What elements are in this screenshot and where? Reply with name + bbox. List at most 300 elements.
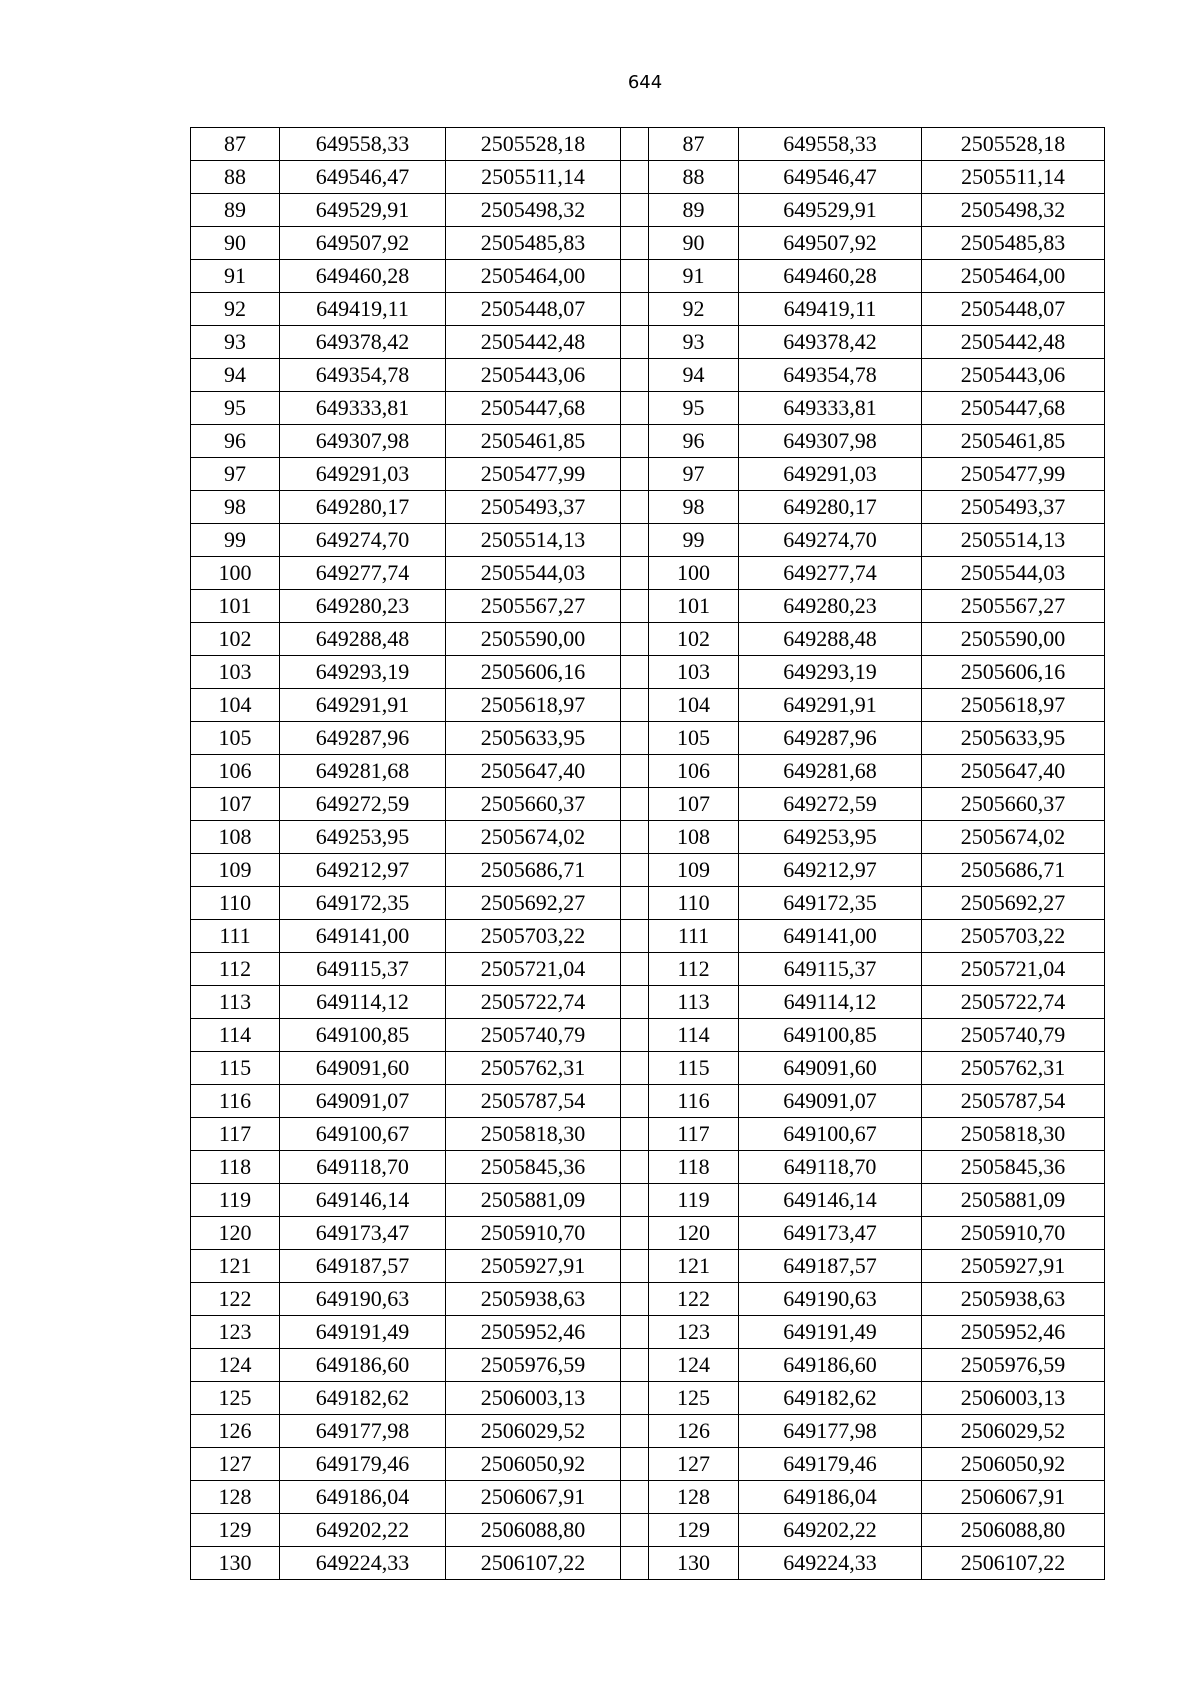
point-number-cell-right: 87 (649, 128, 739, 161)
point-number-cell-right: 88 (649, 161, 739, 194)
table-row (191, 1514, 1105, 1547)
x-coordinate-cell-right: 649100,67 (739, 1118, 922, 1151)
table-row (191, 227, 1105, 260)
y-coordinate-cell-right: 2505787,54 (922, 1085, 1105, 1118)
y-coordinate-cell-right: 2505498,32 (922, 194, 1105, 227)
spacer-cell (621, 623, 649, 656)
point-number-cell: 107 (191, 788, 280, 821)
point-number-cell: 102 (191, 623, 280, 656)
y-coordinate-cell: 2505447,68 (446, 392, 621, 425)
spacer-cell (621, 194, 649, 227)
table-row (191, 161, 1105, 194)
y-coordinate-cell: 2505976,59 (446, 1349, 621, 1382)
x-coordinate-cell-right: 649186,04 (739, 1481, 922, 1514)
x-coordinate-cell-right: 649333,81 (739, 392, 922, 425)
point-number-cell: 89 (191, 194, 280, 227)
x-coordinate-cell-right: 649280,23 (739, 590, 922, 623)
table-row (191, 1151, 1105, 1184)
coordinates-table-body (191, 128, 1105, 1580)
point-number-cell: 100 (191, 557, 280, 590)
point-number-cell-right: 96 (649, 425, 739, 458)
table-row (191, 1382, 1105, 1415)
point-number-cell: 101 (191, 590, 280, 623)
x-coordinate-cell-right: 649293,19 (739, 656, 922, 689)
x-coordinate-cell: 649179,46 (280, 1448, 446, 1481)
point-number-cell-right: 129 (649, 1514, 739, 1547)
table-row (191, 953, 1105, 986)
y-coordinate-cell-right: 2505464,00 (922, 260, 1105, 293)
x-coordinate-cell: 649280,17 (280, 491, 446, 524)
point-number-cell-right: 116 (649, 1085, 739, 1118)
x-coordinate-cell: 649224,33 (280, 1547, 446, 1580)
y-coordinate-cell: 2505567,27 (446, 590, 621, 623)
point-number-cell: 115 (191, 1052, 280, 1085)
point-number-cell-right: 123 (649, 1316, 739, 1349)
y-coordinate-cell: 2505722,74 (446, 986, 621, 1019)
y-coordinate-cell: 2505721,04 (446, 953, 621, 986)
x-coordinate-cell: 649460,28 (280, 260, 446, 293)
y-coordinate-cell-right: 2505477,99 (922, 458, 1105, 491)
table-row (191, 293, 1105, 326)
table-row (191, 755, 1105, 788)
point-number-cell: 103 (191, 656, 280, 689)
spacer-cell (621, 524, 649, 557)
x-coordinate-cell-right: 649191,49 (739, 1316, 922, 1349)
spacer-cell (621, 854, 649, 887)
spacer-cell (621, 1184, 649, 1217)
x-coordinate-cell: 649115,37 (280, 953, 446, 986)
y-coordinate-cell-right: 2505618,97 (922, 689, 1105, 722)
point-number-cell-right: 104 (649, 689, 739, 722)
x-coordinate-cell-right: 649146,14 (739, 1184, 922, 1217)
x-coordinate-cell-right: 649100,85 (739, 1019, 922, 1052)
x-coordinate-cell-right: 649253,95 (739, 821, 922, 854)
y-coordinate-cell-right: 2505647,40 (922, 755, 1105, 788)
table-row (191, 1052, 1105, 1085)
x-coordinate-cell-right: 649291,03 (739, 458, 922, 491)
x-coordinate-cell-right: 649546,47 (739, 161, 922, 194)
x-coordinate-cell: 649177,98 (280, 1415, 446, 1448)
spacer-cell (621, 128, 649, 161)
point-number-cell-right: 126 (649, 1415, 739, 1448)
y-coordinate-cell-right: 2506107,22 (922, 1547, 1105, 1580)
y-coordinate-cell: 2505461,85 (446, 425, 621, 458)
point-number-cell-right: 120 (649, 1217, 739, 1250)
table-row (191, 656, 1105, 689)
y-coordinate-cell-right: 2505952,46 (922, 1316, 1105, 1349)
y-coordinate-cell: 2506003,13 (446, 1382, 621, 1415)
x-coordinate-cell: 649172,35 (280, 887, 446, 920)
x-coordinate-cell: 649253,95 (280, 821, 446, 854)
point-number-cell: 112 (191, 953, 280, 986)
y-coordinate-cell: 2505511,14 (446, 161, 621, 194)
y-coordinate-cell: 2505528,18 (446, 128, 621, 161)
point-number-cell-right: 90 (649, 227, 739, 260)
x-coordinate-cell-right: 649224,33 (739, 1547, 922, 1580)
x-coordinate-cell: 649288,48 (280, 623, 446, 656)
x-coordinate-cell: 649291,03 (280, 458, 446, 491)
spacer-cell (621, 953, 649, 986)
point-number-cell-right: 98 (649, 491, 739, 524)
x-coordinate-cell: 649141,00 (280, 920, 446, 953)
spacer-cell (621, 227, 649, 260)
point-number-cell: 109 (191, 854, 280, 887)
spacer-cell (621, 161, 649, 194)
point-number-cell: 128 (191, 1481, 280, 1514)
spacer-cell (621, 1514, 649, 1547)
point-number-cell: 91 (191, 260, 280, 293)
point-number-cell-right: 92 (649, 293, 739, 326)
y-coordinate-cell: 2505686,71 (446, 854, 621, 887)
x-coordinate-cell: 649287,96 (280, 722, 446, 755)
y-coordinate-cell: 2505464,00 (446, 260, 621, 293)
table-row (191, 1118, 1105, 1151)
x-coordinate-cell: 649277,74 (280, 557, 446, 590)
x-coordinate-cell-right: 649287,96 (739, 722, 922, 755)
point-number-cell-right: 110 (649, 887, 739, 920)
y-coordinate-cell-right: 2505976,59 (922, 1349, 1105, 1382)
point-number-cell: 124 (191, 1349, 280, 1382)
table-row (191, 623, 1105, 656)
x-coordinate-cell: 649100,85 (280, 1019, 446, 1052)
point-number-cell: 95 (191, 392, 280, 425)
y-coordinate-cell: 2506088,80 (446, 1514, 621, 1547)
x-coordinate-cell-right: 649277,74 (739, 557, 922, 590)
y-coordinate-cell: 2505692,27 (446, 887, 621, 920)
point-number-cell: 119 (191, 1184, 280, 1217)
point-number-cell: 110 (191, 887, 280, 920)
point-number-cell-right: 103 (649, 656, 739, 689)
point-number-cell: 97 (191, 458, 280, 491)
y-coordinate-cell: 2505647,40 (446, 755, 621, 788)
x-coordinate-cell: 649507,92 (280, 227, 446, 260)
point-number-cell-right: 127 (649, 1448, 739, 1481)
y-coordinate-cell-right: 2505674,02 (922, 821, 1105, 854)
y-coordinate-cell: 2505740,79 (446, 1019, 621, 1052)
x-coordinate-cell-right: 649291,91 (739, 689, 922, 722)
x-coordinate-cell-right: 649190,63 (739, 1283, 922, 1316)
point-number-cell-right: 122 (649, 1283, 739, 1316)
point-number-cell-right: 117 (649, 1118, 739, 1151)
point-number-cell: 127 (191, 1448, 280, 1481)
point-number-cell-right: 128 (649, 1481, 739, 1514)
x-coordinate-cell-right: 649091,60 (739, 1052, 922, 1085)
point-number-cell: 99 (191, 524, 280, 557)
x-coordinate-cell-right: 649460,28 (739, 260, 922, 293)
x-coordinate-cell: 649272,59 (280, 788, 446, 821)
y-coordinate-cell-right: 2505881,09 (922, 1184, 1105, 1217)
spacer-cell (621, 656, 649, 689)
spacer-cell (621, 491, 649, 524)
spacer-cell (621, 293, 649, 326)
table-row (191, 986, 1105, 1019)
table-row (191, 1184, 1105, 1217)
y-coordinate-cell-right: 2506003,13 (922, 1382, 1105, 1415)
x-coordinate-cell: 649419,11 (280, 293, 446, 326)
x-coordinate-cell: 649186,60 (280, 1349, 446, 1382)
y-coordinate-cell-right: 2505722,74 (922, 986, 1105, 1019)
page-number: 644 (627, 72, 663, 93)
x-coordinate-cell-right: 649212,97 (739, 854, 922, 887)
y-coordinate-cell: 2505674,02 (446, 821, 621, 854)
spacer-cell (621, 887, 649, 920)
spacer-cell (621, 392, 649, 425)
table-row (191, 1085, 1105, 1118)
y-coordinate-cell-right: 2505461,85 (922, 425, 1105, 458)
point-number-cell: 87 (191, 128, 280, 161)
table-row (191, 260, 1105, 293)
spacer-cell (621, 590, 649, 623)
y-coordinate-cell-right: 2505703,22 (922, 920, 1105, 953)
point-number-cell: 117 (191, 1118, 280, 1151)
point-number-cell-right: 119 (649, 1184, 739, 1217)
x-coordinate-cell: 649091,07 (280, 1085, 446, 1118)
table-row (191, 1349, 1105, 1382)
point-number-cell: 92 (191, 293, 280, 326)
spacer-cell (621, 260, 649, 293)
y-coordinate-cell-right: 2505910,70 (922, 1217, 1105, 1250)
point-number-cell: 111 (191, 920, 280, 953)
y-coordinate-cell: 2505703,22 (446, 920, 621, 953)
point-number-cell-right: 109 (649, 854, 739, 887)
table-row (191, 1448, 1105, 1481)
table-row (191, 1019, 1105, 1052)
point-number-cell: 106 (191, 755, 280, 788)
point-number-cell-right: 125 (649, 1382, 739, 1415)
y-coordinate-cell-right: 2506088,80 (922, 1514, 1105, 1547)
x-coordinate-cell-right: 649288,48 (739, 623, 922, 656)
y-coordinate-cell: 2505845,36 (446, 1151, 621, 1184)
y-coordinate-cell: 2505618,97 (446, 689, 621, 722)
table-row (191, 194, 1105, 227)
y-coordinate-cell-right: 2505692,27 (922, 887, 1105, 920)
point-number-cell-right: 105 (649, 722, 739, 755)
point-number-cell: 88 (191, 161, 280, 194)
spacer-cell (621, 1250, 649, 1283)
x-coordinate-cell-right: 649202,22 (739, 1514, 922, 1547)
x-coordinate-cell: 649100,67 (280, 1118, 446, 1151)
y-coordinate-cell: 2505442,48 (446, 326, 621, 359)
y-coordinate-cell: 2505485,83 (446, 227, 621, 260)
y-coordinate-cell-right: 2505590,00 (922, 623, 1105, 656)
spacer-cell (621, 1481, 649, 1514)
x-coordinate-cell-right: 649378,42 (739, 326, 922, 359)
x-coordinate-cell: 649146,14 (280, 1184, 446, 1217)
x-coordinate-cell-right: 649354,78 (739, 359, 922, 392)
x-coordinate-cell-right: 649187,57 (739, 1250, 922, 1283)
table-row (191, 458, 1105, 491)
x-coordinate-cell-right: 649281,68 (739, 755, 922, 788)
y-coordinate-cell: 2506107,22 (446, 1547, 621, 1580)
y-coordinate-cell: 2505633,95 (446, 722, 621, 755)
x-coordinate-cell: 649333,81 (280, 392, 446, 425)
point-number-cell: 130 (191, 1547, 280, 1580)
y-coordinate-cell-right: 2505686,71 (922, 854, 1105, 887)
table-row (191, 524, 1105, 557)
y-coordinate-cell: 2505498,32 (446, 194, 621, 227)
y-coordinate-cell-right: 2505606,16 (922, 656, 1105, 689)
spacer-cell (621, 425, 649, 458)
y-coordinate-cell: 2505762,31 (446, 1052, 621, 1085)
y-coordinate-cell-right: 2505660,37 (922, 788, 1105, 821)
y-coordinate-cell: 2505818,30 (446, 1118, 621, 1151)
y-coordinate-cell-right: 2505447,68 (922, 392, 1105, 425)
x-coordinate-cell-right: 649507,92 (739, 227, 922, 260)
x-coordinate-cell: 649378,42 (280, 326, 446, 359)
x-coordinate-cell: 649182,62 (280, 1382, 446, 1415)
table-row (191, 821, 1105, 854)
table-row (191, 1481, 1105, 1514)
point-number-cell-right: 97 (649, 458, 739, 491)
point-number-cell-right: 112 (649, 953, 739, 986)
point-number-cell: 105 (191, 722, 280, 755)
spacer-cell (621, 1283, 649, 1316)
y-coordinate-cell-right: 2506050,92 (922, 1448, 1105, 1481)
x-coordinate-cell: 649274,70 (280, 524, 446, 557)
y-coordinate-cell-right: 2505721,04 (922, 953, 1105, 986)
x-coordinate-cell: 649558,33 (280, 128, 446, 161)
x-coordinate-cell-right: 649182,62 (739, 1382, 922, 1415)
table-row (191, 392, 1105, 425)
point-number-cell-right: 95 (649, 392, 739, 425)
table-row (191, 1250, 1105, 1283)
x-coordinate-cell-right: 649558,33 (739, 128, 922, 161)
spacer-cell (621, 689, 649, 722)
spacer-cell (621, 1448, 649, 1481)
point-number-cell: 98 (191, 491, 280, 524)
x-coordinate-cell: 649091,60 (280, 1052, 446, 1085)
point-number-cell-right: 101 (649, 590, 739, 623)
point-number-cell: 118 (191, 1151, 280, 1184)
point-number-cell-right: 114 (649, 1019, 739, 1052)
point-number-cell-right: 93 (649, 326, 739, 359)
table-row (191, 722, 1105, 755)
y-coordinate-cell-right: 2505528,18 (922, 128, 1105, 161)
point-number-cell-right: 107 (649, 788, 739, 821)
y-coordinate-cell: 2505938,63 (446, 1283, 621, 1316)
x-coordinate-cell: 649191,49 (280, 1316, 446, 1349)
y-coordinate-cell: 2505514,13 (446, 524, 621, 557)
spacer-cell (621, 326, 649, 359)
y-coordinate-cell-right: 2505762,31 (922, 1052, 1105, 1085)
x-coordinate-cell: 649187,57 (280, 1250, 446, 1283)
x-coordinate-cell: 649186,04 (280, 1481, 446, 1514)
x-coordinate-cell-right: 649274,70 (739, 524, 922, 557)
point-number-cell-right: 118 (649, 1151, 739, 1184)
y-coordinate-cell: 2505881,09 (446, 1184, 621, 1217)
x-coordinate-cell-right: 649115,37 (739, 953, 922, 986)
x-coordinate-cell-right: 649118,70 (739, 1151, 922, 1184)
x-coordinate-cell-right: 649419,11 (739, 293, 922, 326)
y-coordinate-cell: 2506067,91 (446, 1481, 621, 1514)
table-row (191, 1316, 1105, 1349)
point-number-cell-right: 94 (649, 359, 739, 392)
coordinates-table (190, 127, 1105, 1580)
x-coordinate-cell: 649529,91 (280, 194, 446, 227)
point-number-cell: 96 (191, 425, 280, 458)
y-coordinate-cell-right: 2505443,06 (922, 359, 1105, 392)
spacer-cell (621, 788, 649, 821)
spacer-cell (621, 755, 649, 788)
table-row (191, 590, 1105, 623)
y-coordinate-cell: 2505448,07 (446, 293, 621, 326)
y-coordinate-cell-right: 2505927,91 (922, 1250, 1105, 1283)
point-number-cell: 108 (191, 821, 280, 854)
point-number-cell-right: 115 (649, 1052, 739, 1085)
spacer-cell (621, 1316, 649, 1349)
table-row (191, 1415, 1105, 1448)
spacer-cell (621, 359, 649, 392)
spacer-cell (621, 920, 649, 953)
spacer-cell (621, 1085, 649, 1118)
x-coordinate-cell-right: 649280,17 (739, 491, 922, 524)
y-coordinate-cell: 2505927,91 (446, 1250, 621, 1283)
spacer-cell (621, 1151, 649, 1184)
spacer-cell (621, 1052, 649, 1085)
y-coordinate-cell-right: 2505442,48 (922, 326, 1105, 359)
point-number-cell-right: 106 (649, 755, 739, 788)
spacer-cell (621, 557, 649, 590)
x-coordinate-cell: 649546,47 (280, 161, 446, 194)
y-coordinate-cell-right: 2505493,37 (922, 491, 1105, 524)
point-number-cell-right: 100 (649, 557, 739, 590)
y-coordinate-cell-right: 2506067,91 (922, 1481, 1105, 1514)
table-row (191, 491, 1105, 524)
x-coordinate-cell: 649118,70 (280, 1151, 446, 1184)
x-coordinate-cell: 649307,98 (280, 425, 446, 458)
y-coordinate-cell-right: 2505740,79 (922, 1019, 1105, 1052)
table-row (191, 788, 1105, 821)
y-coordinate-cell: 2506029,52 (446, 1415, 621, 1448)
spacer-cell (621, 1547, 649, 1580)
point-number-cell-right: 102 (649, 623, 739, 656)
point-number-cell-right: 99 (649, 524, 739, 557)
point-number-cell: 120 (191, 1217, 280, 1250)
table-row (191, 1283, 1105, 1316)
y-coordinate-cell-right: 2505448,07 (922, 293, 1105, 326)
y-coordinate-cell: 2506050,92 (446, 1448, 621, 1481)
table-row (191, 359, 1105, 392)
x-coordinate-cell-right: 649186,60 (739, 1349, 922, 1382)
y-coordinate-cell: 2505590,00 (446, 623, 621, 656)
point-number-cell-right: 108 (649, 821, 739, 854)
table-row (191, 326, 1105, 359)
table-row (191, 920, 1105, 953)
y-coordinate-cell-right: 2506029,52 (922, 1415, 1105, 1448)
point-number-cell: 93 (191, 326, 280, 359)
x-coordinate-cell: 649280,23 (280, 590, 446, 623)
x-coordinate-cell-right: 649307,98 (739, 425, 922, 458)
table-row (191, 557, 1105, 590)
point-number-cell-right: 124 (649, 1349, 739, 1382)
point-number-cell: 104 (191, 689, 280, 722)
x-coordinate-cell: 649293,19 (280, 656, 446, 689)
spacer-cell (621, 986, 649, 1019)
x-coordinate-cell: 649291,91 (280, 689, 446, 722)
point-number-cell: 94 (191, 359, 280, 392)
y-coordinate-cell: 2505493,37 (446, 491, 621, 524)
spacer-cell (621, 722, 649, 755)
spacer-cell (621, 1019, 649, 1052)
point-number-cell-right: 111 (649, 920, 739, 953)
y-coordinate-cell: 2505443,06 (446, 359, 621, 392)
point-number-cell-right: 130 (649, 1547, 739, 1580)
table-row (191, 689, 1105, 722)
spacer-cell (621, 1415, 649, 1448)
y-coordinate-cell: 2505477,99 (446, 458, 621, 491)
x-coordinate-cell-right: 649091,07 (739, 1085, 922, 1118)
x-coordinate-cell: 649281,68 (280, 755, 446, 788)
